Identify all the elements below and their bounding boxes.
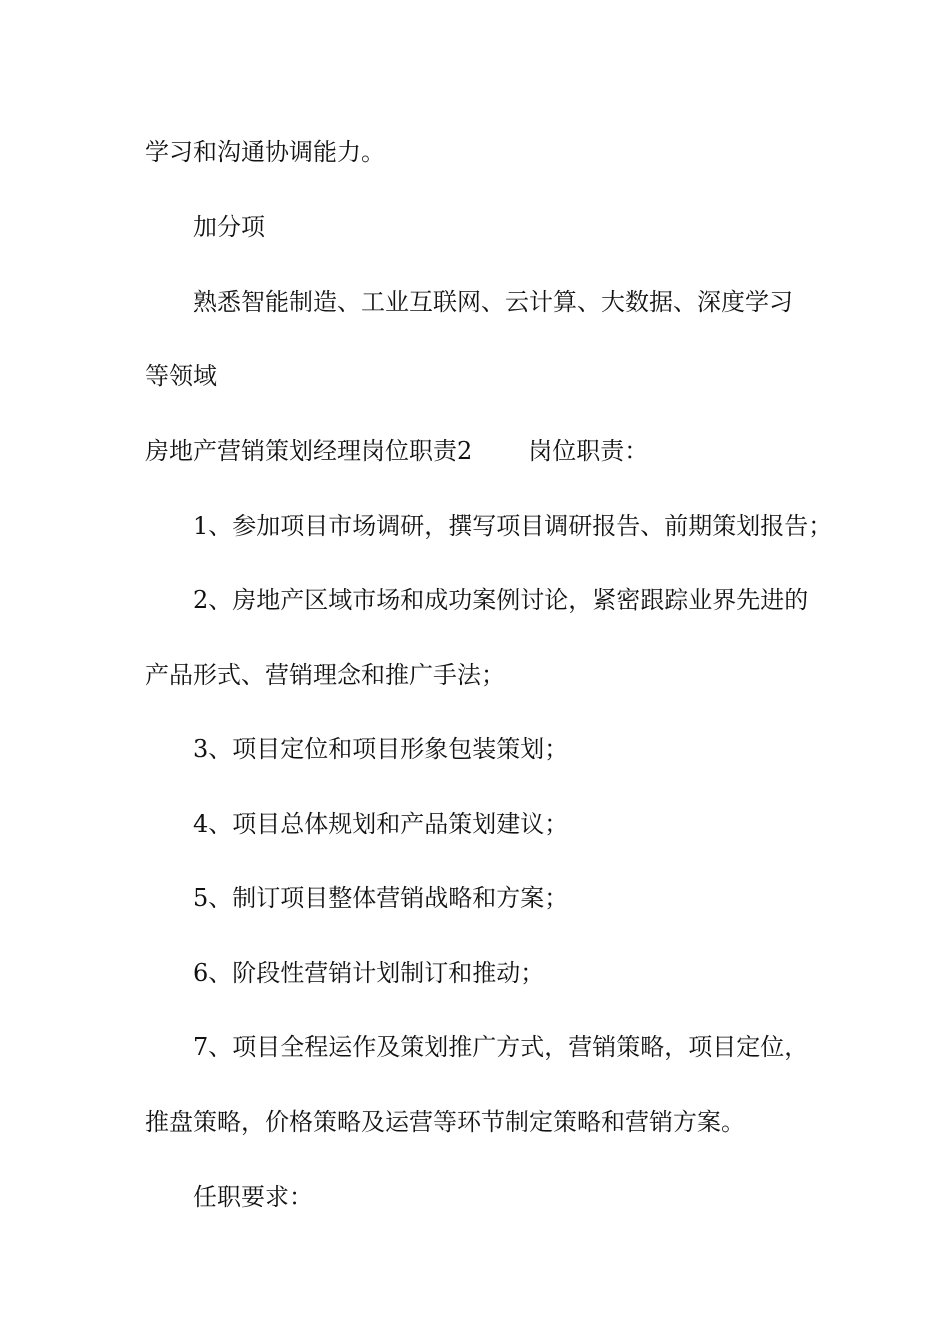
list-item: 6、阶段性营销计划制订和推动； (193, 959, 545, 987)
list-item-continuation: 推盘策略，价格策略及运营等环节制定策略和营销方案。 (145, 1108, 745, 1136)
title-line (145, 436, 648, 466)
section-heading: 任职要求： (193, 1183, 313, 1211)
list-item: 1、参加项目市场调研，撰写项目调研报告、前期策划报告； (193, 512, 833, 540)
document-title: 房地产营销策划经理岗位职责2 (145, 437, 473, 465)
list-item: 2、房地产区域市场和成功案例讨论，紧密跟踪业界先进的 (193, 586, 809, 614)
paragraph-line: 学习和沟通协调能力。 (145, 138, 385, 166)
section-heading: 加分项 (193, 213, 265, 241)
list-item-continuation: 产品形式、营销理念和推广手法； (145, 661, 505, 689)
paragraph-line: 熟悉智能制造、工业互联网、云计算、大数据、深度学习 (193, 288, 793, 316)
section-heading: 岗位职责： (528, 437, 649, 465)
list-item: 4、项目总体规划和产品策划建议； (193, 810, 569, 838)
list-item: 5、制订项目整体营销战略和方案； (193, 884, 569, 912)
list-item: 3、项目定位和项目形象包装策划； (193, 735, 569, 763)
paragraph-line: 等领域 (145, 362, 217, 390)
list-item: 7、项目全程运作及策划推广方式，营销策略，项目定位， (193, 1033, 809, 1061)
